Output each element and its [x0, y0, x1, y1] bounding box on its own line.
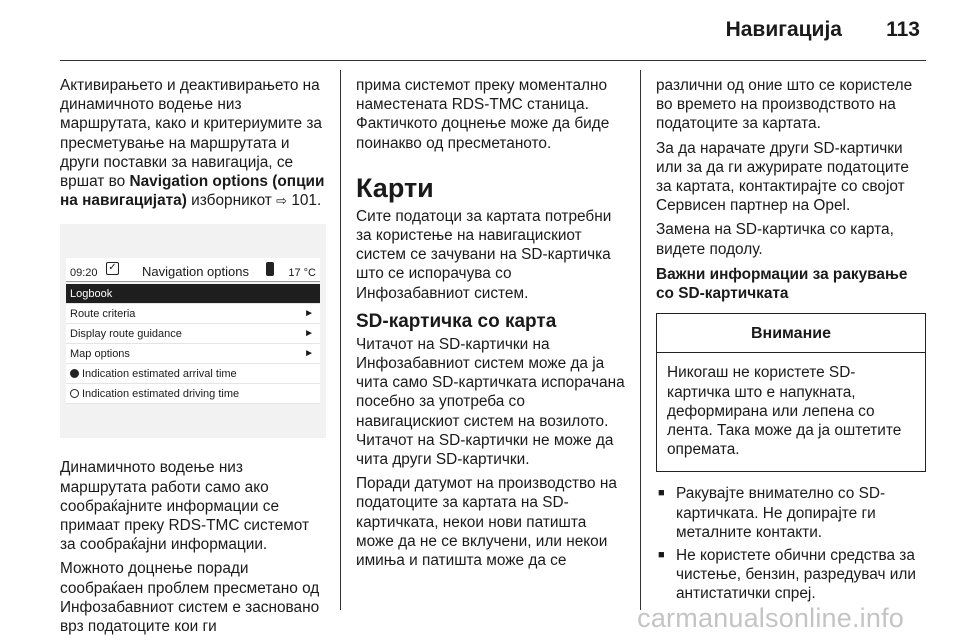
subsection-heading: SD-картичка со карта — [356, 310, 557, 332]
thermometer-icon — [266, 262, 274, 276]
screen-status-bar — [66, 258, 320, 282]
chevron-right-icon: ► — [304, 328, 314, 340]
paragraph: Динамичното водење низ маршрутата работи само ако сообраќајните информации се примаат преку RDS-TMC системот за сообраќајни информации. — [60, 459, 310, 554]
bullet-list — [656, 484, 926, 603]
arrow-ref-icon: ⇨ — [276, 193, 288, 209]
list-item: ■ Не користете обични средства за чистење, бензин, разредувач или антистатички спреј. — [656, 546, 926, 604]
screen-menu-item-map-options: Map options ► — [66, 344, 320, 364]
paragraph: За да нарачате други SD-картички или за да ги ажурирате податоците за картата, контактирајте со својот Сервисен партнер на Opel. — [656, 139, 909, 215]
chevron-right-icon: ► — [304, 348, 314, 360]
column-3 — [656, 76, 926, 608]
section-heading: Карти — [356, 172, 434, 203]
screen-temperature: 17 °C — [288, 267, 316, 280]
screen-clock: 09:20 — [70, 267, 98, 280]
running-title: Навигација — [725, 18, 842, 41]
column-2 — [356, 76, 626, 575]
paragraph: Активирањето и деактивирањето на динамичното водење низ маршрутата, како и критериумите за пресметување на маршрутата и други поставки за навигација, се вршат во Navigation options (опции на навигацијата) изборникот ⇨ 101. — [60, 77, 325, 210]
page-reference[interactable]: 101. — [291, 192, 322, 210]
info-heading: Важни информации за ракување со SD-картичката — [656, 265, 908, 303]
radio-selected-icon — [70, 369, 79, 378]
column-1 — [60, 76, 328, 641]
checkbox-icon: ✓ — [106, 262, 119, 275]
paragraph: Читачот на SD-картички на Инфозабавниот систем може да ја чита само SD-картичката испорачана посебно за употреба со навигацискиот систем на возилото. Читачот на SD-картички не може да чита други SD-картички. — [356, 335, 625, 469]
watermark: carmanualsonline.info — [637, 603, 904, 633]
paragraph: Можното доцнење поради сообраќаен проблем пресметано од Инфозабавниот систем е засновано врз податоците кои ги — [60, 560, 320, 636]
paragraph: Сите податоци за картата потребни за користење на навигацискиот систем се зачувани на SD-картичка што се испорачува со Инфозабавниот систем. — [356, 207, 612, 302]
caution-title: Внимание — [657, 314, 925, 353]
header-divider — [60, 60, 926, 61]
screen-menu-item-logbook: Logbook — [66, 284, 320, 304]
screen-radio-arrival-time: Indication estimated arrival time — [66, 364, 320, 384]
screen-menu-list — [66, 284, 320, 404]
paragraph: различни од оние што се користеле во времето на производството на податоците за картата. — [656, 77, 913, 133]
paragraph: прима системот преку моментално наместената RDS-TMC станица. Фактичкото доцнење може да биде поинакво од пресметаното. — [356, 77, 610, 152]
column-divider — [640, 70, 641, 610]
caution-text: Никогаш не користете SD-картичка што е напукната, деформирана или лепена со лента. Така може да ја оштетите опремата. — [667, 364, 902, 459]
caution-box — [656, 313, 926, 472]
paragraph: Замена на SD-картичка со карта, видете подолу. — [656, 221, 894, 258]
screen-title: Navigation options — [142, 264, 249, 280]
chevron-right-icon: ► — [304, 308, 314, 320]
page-header — [0, 0, 960, 62]
navigation-options-screenshot — [60, 224, 326, 438]
screen-menu-item-display-route-guidance: Display route guidance ► — [66, 324, 320, 344]
menu-name: Navigation options (опции на навигацијата) — [60, 173, 325, 210]
page-number: 113 — [886, 18, 920, 41]
column-divider — [340, 70, 341, 610]
radio-unselected-icon — [70, 389, 79, 398]
screen-menu-item-route-criteria: Route criteria ► — [66, 304, 320, 324]
screen-radio-driving-time: Indication estimated driving time — [66, 384, 320, 404]
paragraph: Поради датумот на производство на податоците за картата на SD-картичката, некои нови патишта може да не се вклучени, или некои имиња и патишта може да се — [356, 475, 617, 570]
list-item: ■ Ракувајте внимателно со SD-картичката. Не допирајте ги металните контакти. — [656, 484, 926, 542]
